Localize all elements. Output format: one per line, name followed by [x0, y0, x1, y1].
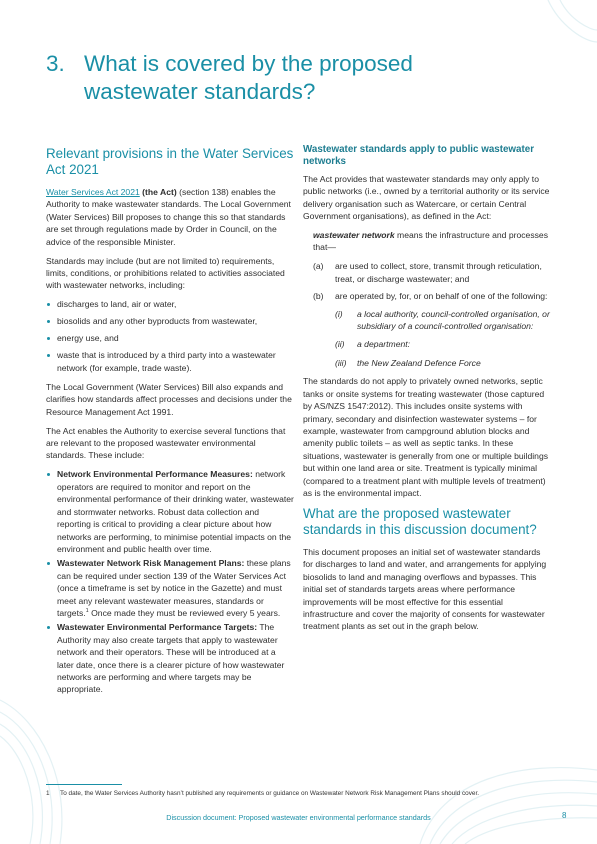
paragraph-text: (section 138) enables the Authority to make wastewater standards. The Local Government (Water Services) Bill proposes to change this so that standards are set through regulations made by Order in Council, on the advice of the responsible Minister.	[46, 187, 291, 247]
list-item	[46, 468, 294, 555]
definition-item-b	[313, 290, 551, 302]
title-line-2: wastewater standards?	[84, 79, 316, 104]
list-item	[46, 557, 294, 619]
function-text: these plans can be required under section 139 of the Water Services Act (once a timeframe is set by notice in the Gazette) and must meet any relevant wastewater measures, standards or targets.	[57, 558, 291, 618]
sub-item-text: a local authority, council-controlled organisation, or subsidiary of a council-controlled organisation:	[357, 308, 550, 332]
list-item: biosolids and any other byproducts from wastewater,	[46, 315, 294, 327]
paragraph-act-provides: The Act provides that wastewater standards may only apply to public networks (i.e., owned by a territorial authority or its service delivery organisation such as Watercare, or certain Central Government organisations), as defined in the Act:	[303, 173, 550, 222]
item-text: are operated by, for, or on behalf of one of the following:	[335, 291, 548, 302]
sub-item-label: (ii)	[335, 339, 345, 350]
sub-items	[313, 308, 551, 370]
list-item: energy use, and	[46, 332, 294, 344]
page-footer: Discussion document: Proposed wastewater environmental performance standards	[166, 813, 431, 822]
paragraph-standards-may-include: Standards may include (but are not limited to) requirements, limits, conditions, or prohibitions related to activities associated with wastewater networks, including:	[46, 255, 285, 291]
water-services-act-link[interactable]: Water Services Act 2021	[46, 187, 140, 197]
function-title: Wastewater Network Risk Management Plans:	[57, 558, 245, 569]
item-label: (a)	[313, 261, 324, 272]
definition-lead	[313, 229, 551, 254]
footnote-number: 1	[46, 790, 50, 797]
sub-item-text: the New Zealand Defence Force	[357, 357, 481, 368]
item-label: (b)	[313, 291, 324, 302]
title-line-1: What is covered by the proposed	[84, 51, 413, 76]
function-text-continued: Once made they must be reviewed every 5 years.	[88, 607, 281, 618]
paragraph-document-proposes: This document proposes an initial set of wastewater standards for discharges to land and water, and arrangements for applying biosolids to land and managing overflows and bypasses. This initial set of standards targets areas where performance improvements will be most effective for this essential infrastructure and cover the majority of consents for wastewater treatment plants as set out in the graph below.	[303, 546, 547, 632]
sub-item-text: a department:	[357, 339, 411, 350]
definition-text: means the infrastructure and processes that—	[313, 230, 549, 253]
activities-list	[46, 298, 294, 374]
item-text: are used to collect, store, transmit through reticulation, treat, or discharge wastewater; and	[335, 261, 542, 284]
footnote-divider	[46, 784, 122, 785]
heading-proposed-standards: What are the proposed wastewater standards in this discussion document?	[303, 505, 537, 537]
paragraph-functions-intro: The Act enables the Authority to exercise several functions that are relevant to the proposed wastewater environmental standards. These include:	[46, 425, 286, 461]
functions-list	[46, 468, 294, 695]
page-title	[46, 50, 546, 106]
list-item: waste that is introduced by a third party into a wastewater network (for example, trade waste).	[46, 349, 294, 374]
footnote-text: To date, the Water Services Authority hasn’t published any requirements or guidance on Wastewater Network Risk Management Plans should cover.	[60, 790, 480, 797]
paragraph-bill-expands: The Local Government (Water Services) Bill also expands and clarifies how standards affect processes and decisions under the Resource Management Act 1991.	[46, 381, 292, 417]
the-act-bold: (the Act)	[142, 187, 177, 197]
section-number: 3.	[46, 51, 65, 76]
heading-relevant-provisions: Relevant provisions in the Water Services Act 2021	[46, 146, 294, 177]
definition-term: wastewater network	[313, 230, 395, 241]
sub-item	[335, 308, 551, 333]
sub-item-label: (i)	[335, 308, 343, 319]
right-column	[303, 144, 551, 639]
page-number: 8	[562, 811, 567, 820]
list-item: discharges to land, air or water,	[46, 298, 294, 310]
function-title: Network Environmental Performance Measures:	[57, 469, 253, 480]
function-title: Wastewater Environmental Performance Targets:	[57, 622, 258, 633]
definition-item-a	[313, 260, 551, 285]
sub-item-label: (iii)	[335, 357, 347, 368]
function-text: The Authority may also create targets that apply to wastewater network and their operators. These will be introduced at a later date, once there is a clearer picture of how wastewater networks are performing and where targets may be appropriate.	[57, 622, 285, 695]
sub-item	[335, 338, 551, 350]
footnote-reference[interactable]: 1	[85, 608, 89, 615]
left-column	[46, 146, 294, 702]
footnote	[46, 789, 566, 798]
wastewater-network-definition	[303, 229, 551, 369]
function-text: network operators are required to monitor and report on the environmental performance of their drinking water, wastewater and stormwater networks. Robust data collection and reporting is critical to providing a clear picture about how networks are performing, to minimise potential impacts on the environment and public health over time.	[57, 469, 294, 554]
list-item	[46, 621, 294, 695]
paragraph-standards-do-not-apply: The standards do not apply to privately owned networks, septic tanks or onsite systems for treating wastewater (those captured by AS/NZS 1547:2012). This includes onsite systems with primary, secondary and disinfection wastewater systems – for example, wastewater from campground ablution blocks and amenity public toilets – as well as septic tanks. In these situations, wastewater is generally from one or multiple buildings but within one land area or site. Treatment is typically minimal (compared to a treatment plant with multiple levels of treatment) as is the environmental impact.	[303, 376, 549, 498]
sub-item	[335, 357, 551, 369]
paragraph-act-enables	[46, 186, 294, 248]
heading-public-networks: Wastewater standards apply to public wastewater networks	[303, 144, 535, 168]
